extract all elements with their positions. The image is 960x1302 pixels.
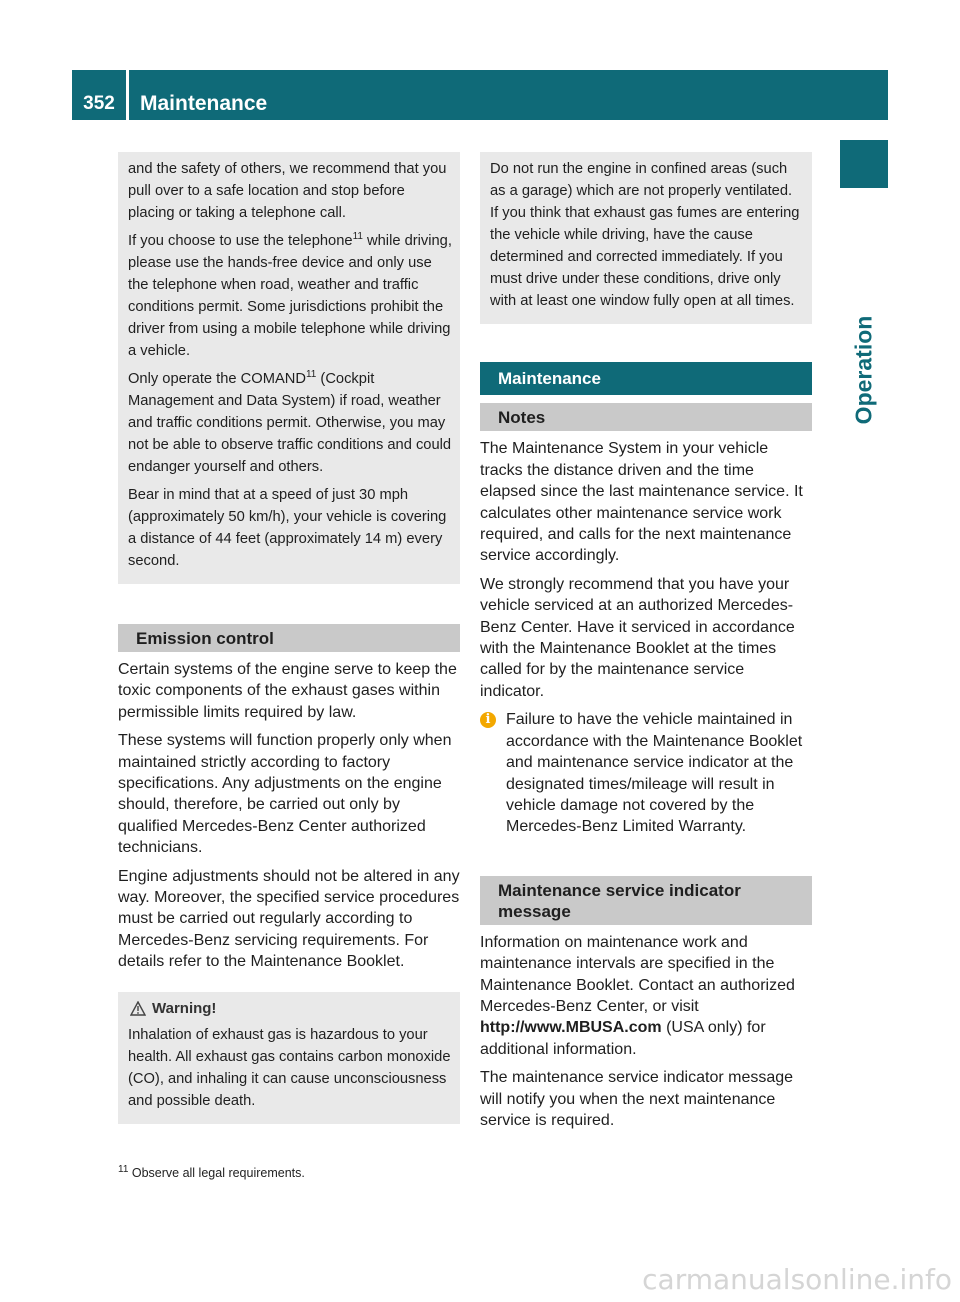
exhaust-note-box <box>480 152 812 324</box>
safety-paragraph <box>128 484 452 572</box>
warning-box <box>118 992 460 1124</box>
body-paragraph: We strongly recommend that you have your vehicle serviced at an authorized Mercedes-Benz Center. Have it serviced in accordance with the Maintenance Booklet at the times called for by the maintenance service indicator. <box>480 575 795 700</box>
body-paragraph: These systems will function properly only when maintained strictly according to factory specifications. Any adjustments on the engine should, therefore, be carried out only by qualified Mercedes-Benz Center authorized technicians. <box>118 732 452 857</box>
safety-paragraph <box>128 230 452 362</box>
safety-text: and the safety of others, we recommend that you pull over to a safe location and stop before placing or taking a telephone call. <box>128 161 447 221</box>
maintenance-indicator-heading: Maintenance service indicator message <box>480 876 812 925</box>
warning-text: Inhalation of exhaust gas is hazardous to your health. All exhaust gas contains carbon monoxide (CO), and inhaling it can cause unconsciousness and possible death. <box>128 1026 451 1109</box>
page-title: Maintenance <box>140 92 268 115</box>
safety-text: Only operate the COMAND <box>128 371 306 387</box>
footnote-ref: 11 <box>305 369 317 381</box>
safety-paragraph <box>128 368 452 478</box>
mbusa-link[interactable]: http://www.MBUSA.com <box>480 1019 662 1037</box>
body-paragraph: Engine adjustments should not be altered in any way. Moreover, the specified service procedures must be carried out regularly according to Mercedes-Benz servicing requirements. For details refer to the Maintenance Booklet. <box>118 867 460 971</box>
body-paragraph <box>480 932 812 1060</box>
right-column <box>480 152 812 1138</box>
left-column <box>118 152 460 1124</box>
side-tab <box>840 200 888 540</box>
side-tab-label: Operation <box>850 315 877 425</box>
body-text: Information on maintenance work and maintenance intervals are specified in the Maintenance Booklet. Contact an authorized Mercedes-Benz Center, or visit <box>480 933 795 1015</box>
exhaust-note-text: Do not run the engine in confined areas (such as a garage) which are not properly ventilated. If you think that exhaust gas fumes are entering the vehicle while driving, have the cause determined and corrected immediately. If you must drive under these conditions, drive only with at least one window fully open at all times. <box>490 161 800 309</box>
watermark: carmanualsonline.info <box>642 1263 952 1296</box>
info-note <box>480 709 812 837</box>
footnote-text: Observe all legal requirements. <box>128 1166 305 1180</box>
warning-triangle-icon <box>130 1001 146 1016</box>
safety-text: (Cockpit Management and Data System) if road, weather and traffic conditions permit. Otherwise, you may not be able to observe traffic conditions and could endanger yourself and others. <box>128 371 452 475</box>
body-text: (USA only) for additional information. <box>480 1019 766 1058</box>
footnote-ref: 11 <box>352 231 363 243</box>
page-number: 352 <box>83 93 115 114</box>
body-paragraph: The maintenance service indicator message will notify you when the next maintenance service is required. <box>480 1069 794 1129</box>
safety-note-box <box>118 152 460 584</box>
side-tab-marker <box>840 140 888 188</box>
header-divider <box>126 70 129 120</box>
footnote-number: 11 <box>118 1163 129 1175</box>
info-icon: i <box>480 712 496 728</box>
body-paragraph: Certain systems of the engine serve to keep the toxic components of the exhaust gases within permissible limits required by law. <box>118 661 457 721</box>
notes-heading: Notes <box>480 403 812 431</box>
safety-text: Bear in mind that at a speed of just 30 mph (approximately 50 km/h), your vehicle is covering a distance of 44 feet (approximately 14 m) every second. <box>128 487 447 569</box>
body-paragraph: The Maintenance System in your vehicle tracks the distance driven and the time elapsed since the last maintenance service. It calculates other maintenance service work required, and calls for the next maintenance service accordingly. <box>480 440 803 565</box>
emission-control-heading: Emission control <box>118 624 460 652</box>
warning-label: Warning! <box>152 999 217 1017</box>
safety-text: while driving, please use the hands-free device and only use the telephone when road, weather and traffic conditions permit. Some jurisdictions prohibit the driver from using a mobile telephone while driving a vehicle. <box>128 233 452 359</box>
warning-title <box>128 998 452 1020</box>
footnote <box>118 1163 305 1180</box>
safety-text: If you choose to use the telephone <box>128 233 353 249</box>
info-note-text: Failure to have the vehicle maintained in accordance with the Maintenance Booklet and maintenance service indicator at the designated times/mileage will result in vehicle damage not covered by the Mercedes-Benz Limited Warranty. <box>506 711 803 836</box>
maintenance-heading: Maintenance <box>480 362 812 395</box>
safety-paragraph <box>128 158 452 224</box>
